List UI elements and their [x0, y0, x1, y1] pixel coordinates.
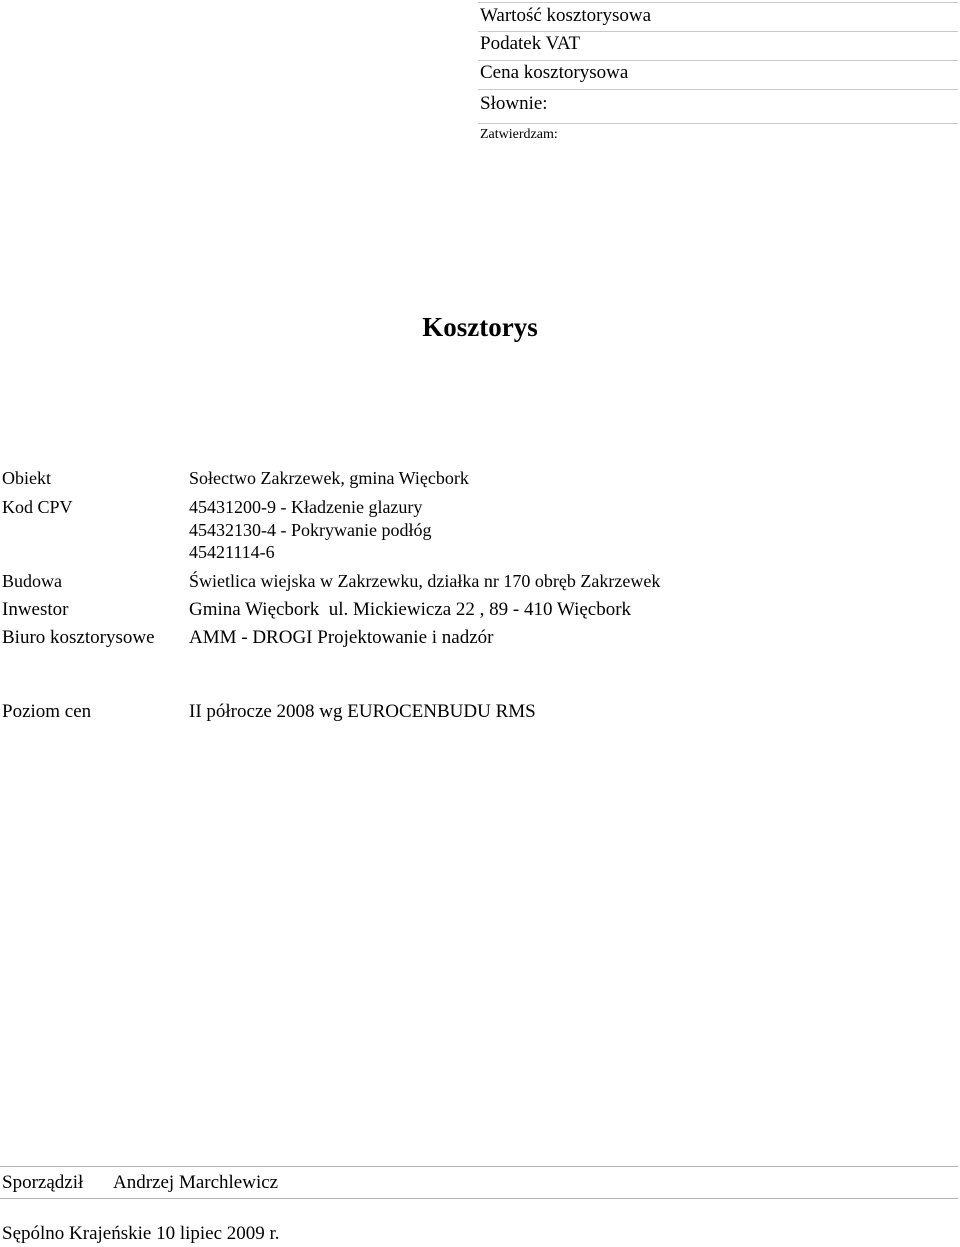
budowa-label: Budowa — [2, 571, 62, 591]
kod-cpv-value-3: 45421114-6 — [189, 542, 275, 562]
summary-divider — [478, 2, 958, 3]
kod-cpv-value-2: 45432130-4 - Pokrywanie podłóg — [189, 520, 432, 540]
summary-divider — [478, 60, 958, 61]
kod-cpv-label: Kod CPV — [2, 497, 73, 517]
poziom-cen-label: Poziom cen — [2, 701, 92, 722]
wartosc-kosztorysowa-label: Wartość kosztorysowa — [480, 5, 652, 26]
kod-cpv-value-1: 45431200-9 - Kładzenie glazury — [189, 497, 423, 517]
footer-divider — [0, 1198, 958, 1199]
budowa-value: Świetlica wiejska w Zakrzewku, działka nr 170 obręb Zakrzewek — [189, 571, 661, 591]
place-date: Sępólno Krajeńskie 10 lipiec 2009 r. — [2, 1223, 280, 1244]
slownie-label: Słownie: — [480, 93, 548, 114]
cena-kosztorysowa-label: Cena kosztorysowa — [480, 62, 629, 83]
obiekt-label: Obiekt — [2, 468, 51, 488]
zatwierdzam-label: Zatwierdzam: — [480, 127, 558, 142]
biuro-kosztorysowe-value: AMM - DROGI Projektowanie i nadzór — [189, 627, 494, 648]
inwestor-label: Inwestor — [2, 599, 69, 620]
inwestor-value: Gmina Więcbork ul. Mickiewicza 22 , 89 - 410 Więcbork — [189, 599, 632, 620]
summary-divider — [478, 89, 958, 90]
biuro-kosztorysowe-label: Biuro kosztorysowe — [2, 627, 155, 648]
summary-divider — [478, 31, 958, 32]
document-title: Kosztorys — [422, 312, 538, 342]
summary-divider — [478, 123, 958, 124]
footer-divider — [0, 1166, 958, 1167]
podatek-vat-label: Podatek VAT — [480, 33, 581, 54]
sporzadzil-value: Andrzej Marchlewicz — [113, 1172, 279, 1193]
obiekt-value: Sołectwo Zakrzewek, gmina Więcbork — [189, 468, 469, 488]
sporzadzil-label: Sporządził — [2, 1172, 84, 1193]
poziom-cen-value: II półrocze 2008 wg EUROCENBUDU RMS — [189, 701, 536, 722]
